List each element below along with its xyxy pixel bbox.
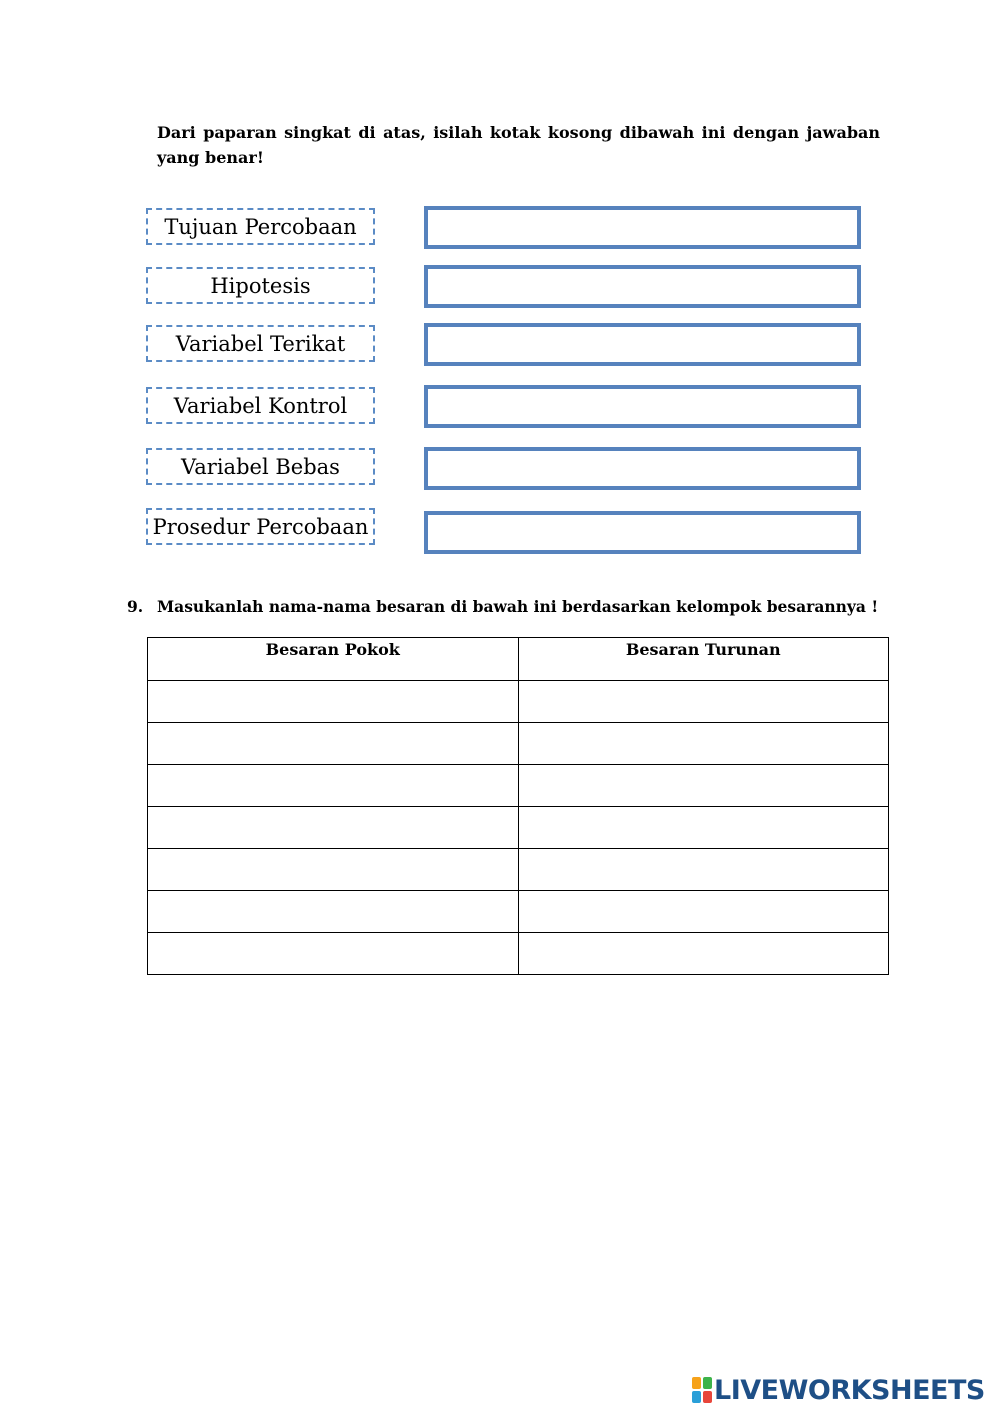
table-cell-pokok[interactable] [148, 933, 519, 975]
table-row [148, 681, 889, 723]
table-row [148, 933, 889, 975]
answer-box-hipotesis[interactable] [424, 265, 861, 308]
question-text: Masukanlah nama-nama besaran di bawah ini berdasarkan kelompok besarannya ! [157, 597, 879, 616]
logo-square [703, 1377, 712, 1389]
logo-text: LIVEWORKSHEETS [714, 1374, 985, 1406]
logo-square [703, 1391, 712, 1403]
table-cell-turunan[interactable] [518, 723, 889, 765]
logo-square [692, 1377, 701, 1389]
table-row [148, 723, 889, 765]
table-cell-pokok[interactable] [148, 681, 519, 723]
table-cell-turunan[interactable] [518, 807, 889, 849]
liveworksheets-logo [692, 1375, 985, 1405]
logo-square [692, 1391, 701, 1403]
table-cell-pokok[interactable] [148, 765, 519, 807]
instruction-text: Dari paparan singkat di atas, isilah kotak kosong dibawah ini dengan jawaban yang benar! [157, 123, 880, 167]
label-hipotesis: Hipotesis [146, 267, 375, 304]
label-variabel-bebas: Variabel Bebas [146, 448, 375, 485]
table-cell-pokok[interactable] [148, 807, 519, 849]
quantity-table [147, 637, 889, 975]
table-cell-pokok[interactable] [148, 849, 519, 891]
answer-box-tujuan-percobaan[interactable] [424, 206, 861, 249]
table-cell-turunan[interactable] [518, 765, 889, 807]
table-row [148, 849, 889, 891]
label-prosedur-percobaan: Prosedur Percobaan [146, 508, 375, 545]
label-variabel-kontrol: Variabel Kontrol [146, 387, 375, 424]
table-cell-turunan[interactable] [518, 933, 889, 975]
table-cell-turunan[interactable] [518, 891, 889, 933]
answer-box-prosedur-percobaan[interactable] [424, 511, 861, 554]
answer-box-variabel-terikat[interactable] [424, 323, 861, 366]
header-besaran-pokok: Besaran Pokok [148, 638, 519, 681]
question-9 [127, 596, 887, 618]
table-row [148, 765, 889, 807]
table-cell-pokok[interactable] [148, 723, 519, 765]
header-besaran-turunan: Besaran Turunan [518, 638, 889, 681]
label-tujuan-percobaan: Tujuan Percobaan [146, 208, 375, 245]
table-cell-turunan[interactable] [518, 849, 889, 891]
table-row [148, 807, 889, 849]
label-variabel-terikat: Variabel Terikat [146, 325, 375, 362]
table-row [148, 891, 889, 933]
table-header-row [148, 638, 889, 681]
answer-box-variabel-bebas[interactable] [424, 447, 861, 490]
liveworksheets-logo-icon [692, 1377, 712, 1403]
table-cell-pokok[interactable] [148, 891, 519, 933]
question-number: 9. [127, 597, 144, 616]
answer-box-variabel-kontrol[interactable] [424, 385, 861, 428]
table-cell-turunan[interactable] [518, 681, 889, 723]
